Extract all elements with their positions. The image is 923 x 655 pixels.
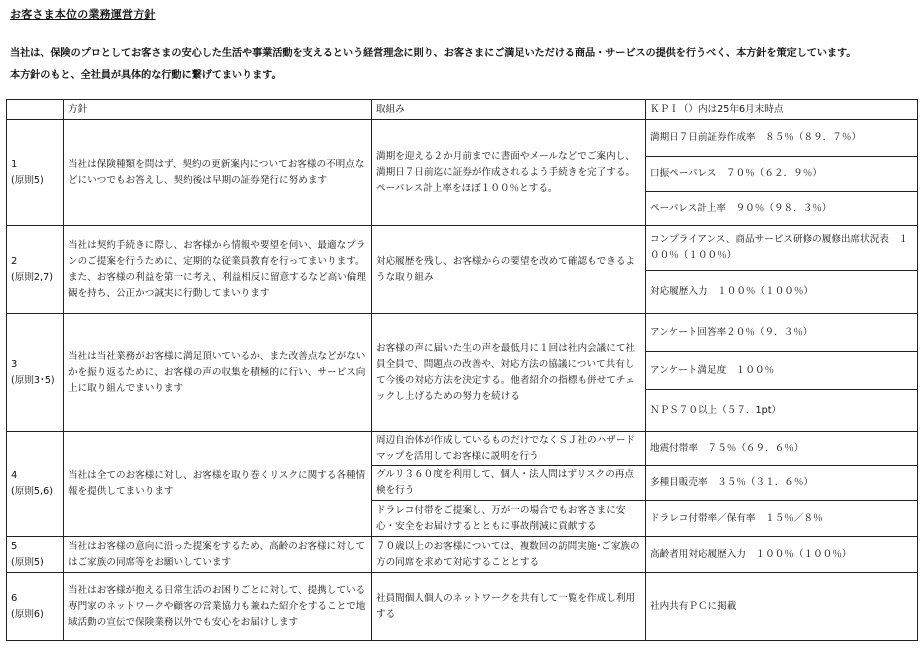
row-number-cell [7, 537, 64, 573]
action-cell: ドラレコ付帯をご提案し、万が一の場合でもお客さまに安心・安全をお届けするとともに事故削減に貢献する [372, 501, 646, 537]
header-policy: 方針 [64, 100, 372, 120]
kpi-cell: 対応履歴入力 １００％（１００％） [646, 271, 918, 314]
policy-cell: 当社は全てのお客様に対し、お客様を取り巻くリスクに関する各種情報を提供してまいります [64, 432, 372, 537]
kpi-cell: ドラレコ付帯率／保有率 １５％／８％ [646, 501, 918, 537]
page-title: お客さま本位の業務運営方針 [10, 8, 156, 21]
kpi-cell: 多種目販売率 ３５％（３１．６％） [646, 466, 918, 501]
action-cell: 社員間個人個人のネットワークを共有して一覧を作成し利用する [372, 573, 646, 641]
kpi-cell: アンケート満足度 １００％ [646, 352, 918, 390]
row-principle: (原則6) [11, 608, 44, 620]
row-number: 4 [11, 470, 18, 481]
row-principle: (原則5,6) [11, 486, 53, 497]
header-actions: 取組み [372, 100, 646, 120]
policy-cell: 当社は当社業務がお客様に満足頂いているか、また改善点などがないかを振り返るために、お客様の声の収集を積極的に行い、サービス向上に取り組んでまいります [64, 314, 372, 432]
row-number-cell [7, 314, 64, 432]
header-kpi: ＫＰＩ（）内は25年6月末時点 [646, 100, 918, 120]
row-principle: (原則5) [11, 556, 44, 568]
row-number: 5 [11, 540, 18, 552]
intro-paragraph-1: 当社は、保険のプロとしてお客さまの安心した生活や事業活動を支えるという経営理念に則り、お客さまにご満足いただける商品・サービスの提供を行うべく、本方針を策定しています。 [10, 48, 857, 59]
row-number-cell [7, 432, 64, 537]
kpi-cell: アンケート回答率２０％（９．３％） [646, 314, 918, 352]
action-cell: お客様の声に届いた生の声を最低月に１回は社内会議にて社員全員で、問題点の改善や、対応方法の協議について共有して今後の対応方法を決定する。他者紹介の指標も併せてチェックし上げるための努力を続ける [372, 314, 646, 432]
kpi-cell: 地震付帯率 ７５％（６９．６％） [646, 432, 918, 466]
kpi-cell: 高齢者用対応履歴入力 １００％（１００％） [646, 537, 918, 573]
header-number [7, 100, 64, 120]
policy-cell: 当社は保険種類を問はず、契約の更新案内についてお客様の不明点などにいつでもお答えし、契約後は早期の証券発行に努めます [64, 120, 372, 226]
policy-cell: 当社はお客様の意向に沿った提案をするため、高齢のお客様に対してはご家族の同席等をお願いしています [64, 537, 372, 573]
table-row [7, 537, 918, 573]
policy-table [6, 99, 918, 641]
table-header-row [7, 100, 918, 120]
row-number-cell [7, 120, 64, 226]
row-number-cell [7, 573, 64, 641]
intro-paragraph-2: 本方針のもと、全社員が具体的な行動に繋げてまいります。 [10, 70, 282, 81]
action-cell: 対応履歴を残し、お客様からの要望を改めて確認もできるような取り組み [372, 226, 646, 314]
policy-cell: 当社はお客様が抱える日常生活のお困りごとに対して、提携している専門家のネットワークや顧客の営業協力も兼ねた紹介をすることで地域活動の宣伝で保険業務以外でも安心をお届けします [64, 573, 372, 641]
row-principle: (原則3･5) [11, 374, 55, 386]
table-row [7, 573, 918, 641]
kpi-cell: 口振ペーパレス ７０％（６２．９％） [646, 157, 918, 192]
table-row [7, 432, 918, 466]
row-number: 1 [11, 158, 18, 170]
kpi-cell: 社内共有ＰＣに掲載 [646, 573, 918, 641]
policy-cell: 当社は契約手続きに際し、お客様から情報や要望を伺い、最適なプランのご提案を行うために、定期的な従業員教育を行ってまいります。また、お客様の利益を第一に考え、利益相反に留意するなど高い倫理観を持ち、公正かつ誠実に行動してまいります [64, 226, 372, 314]
row-number: 6 [11, 592, 18, 604]
table-row [7, 314, 918, 352]
row-number-cell [7, 226, 64, 314]
row-principle: (原則2,7) [11, 271, 53, 283]
table-row [7, 120, 918, 157]
kpi-cell: 満期日７日前証券作成率 ８５％（８９．７％） [646, 120, 918, 157]
action-cell: ７０歳以上のお客様については、複数回の訪問実施･ご家族の方の同席を求めて対応することとする [372, 537, 646, 573]
action-cell: 周辺自治体が作成しているものだけでなくＳＪ社のハザードマップを活用してお客様に説明を行う [372, 432, 646, 466]
kpi-cell: コンプライアンス、商品サービス研修の履修出席状況表 １００％（１００％） [646, 226, 918, 271]
table-row [7, 226, 918, 271]
row-principle: (原則5) [11, 174, 44, 186]
kpi-cell: ペーパレス計上率 ９０％（９８．３％） [646, 192, 918, 226]
row-number: 3 [11, 358, 18, 370]
action-cell: グルリ３６０度を利用して、個人・法人問はずリスクの再点検を行う [372, 466, 646, 501]
kpi-cell: ＮＰＳ７０以上（５７．1pt） [646, 390, 918, 432]
row-number: 2 [11, 255, 18, 267]
action-cell: 満期を迎える２か月前までに書面やメールなどでご案内し、満期日７日前迄に証券が作成されるよう手続きを完了する。ペーパレス計上率をほぼ１００％とする。 [372, 120, 646, 226]
